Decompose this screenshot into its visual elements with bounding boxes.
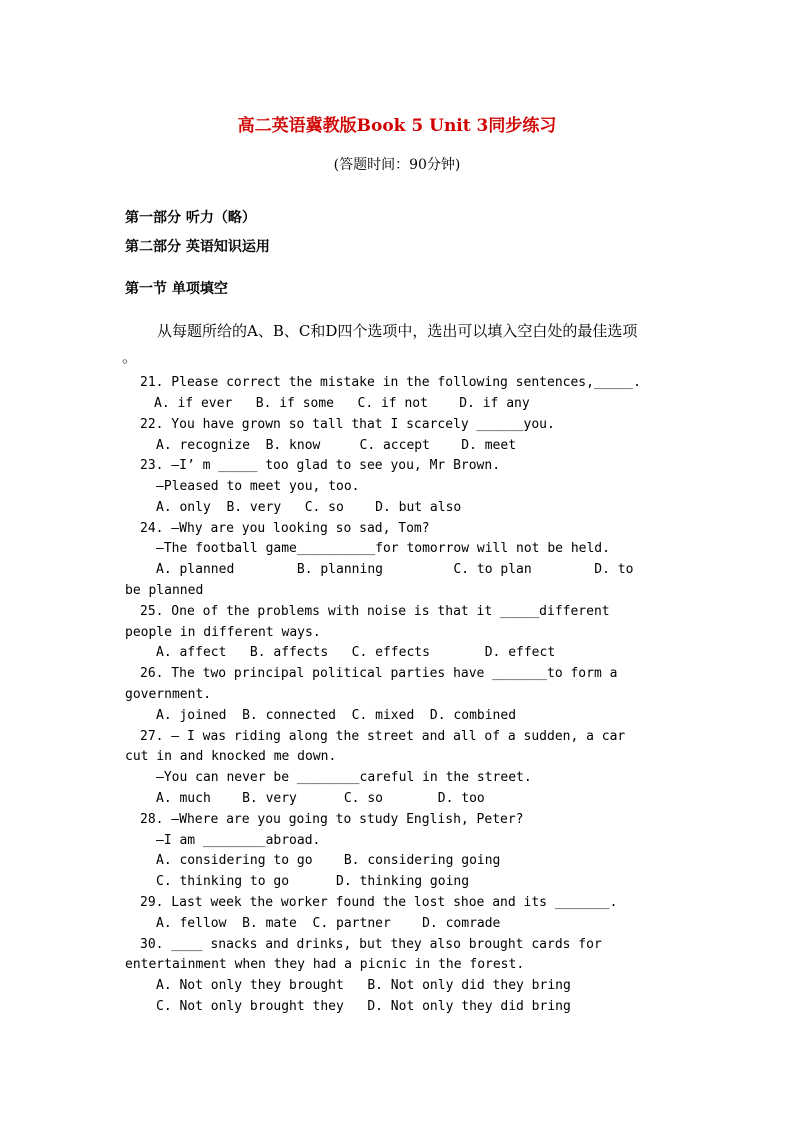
question-continuation: government. [125, 687, 212, 702]
option-continuation: be planned [125, 583, 204, 598]
option-line: A. much B. very C. so D. too [156, 791, 485, 806]
instruction-end: 。 [122, 348, 138, 366]
dialogue-line: —I am ________abroad. [156, 833, 321, 848]
part2-heading: 第二部分 英语知识运用 [125, 239, 270, 255]
dialogue-line: —You can never be ________careful in the street. [156, 770, 532, 785]
question-line: 26. The two principal political parties have _______to form a [140, 666, 618, 681]
question-line: 23. —I’ m _____ too glad to see you, Mr Brown. [140, 458, 501, 473]
dialogue-line: —Pleased to meet you, too. [156, 479, 360, 494]
option-line: C. Not only brought they D. Not only they did bring [156, 999, 571, 1014]
option-line: A. if ever B. if some C. if not D. if any [154, 396, 530, 411]
option-line: A. only B. very C. so D. but also [156, 500, 462, 515]
question-line: 27. — I was riding along the street and all of a sudden, a car [140, 729, 626, 744]
part1-heading: 第一部分 听力（略） [125, 210, 256, 226]
option-line: A. fellow B. mate C. partner D. comrade [156, 916, 501, 931]
option-line: A. planned B. planning C. to plan D. to [156, 562, 634, 577]
option-line: C. thinking to go D. thinking going [156, 874, 470, 889]
page-title: 高二英语冀教版Book 5 Unit 3同步练习 [237, 116, 557, 136]
question-continuation: people in different ways. [125, 625, 321, 640]
question-continuation: cut in and knocked me down. [125, 749, 337, 764]
question-line: 29. Last week the worker found the lost shoe and its _______. [140, 895, 618, 910]
option-line: A. joined B. connected C. mixed D. combined [156, 708, 517, 723]
question-line: 25. One of the problems with noise is that it _____different [140, 604, 610, 619]
page-subtitle: (答题时间：90分钟) [333, 157, 461, 173]
question-line: 22. You have grown so tall that I scarcely ______you. [140, 417, 555, 432]
option-line: A. recognize B. know C. accept D. meet [156, 438, 517, 453]
dialogue-line: —The football game__________for tomorrow will not be held. [156, 541, 610, 556]
section1-heading: 第一节 单项填空 [125, 281, 228, 297]
question-continuation: entertainment when they had a picnic in the forest. [125, 957, 525, 972]
instruction-text: 从每题所给的A、B、C和D四个选项中，选出可以填入空白处的最佳选项 [157, 322, 638, 340]
option-line: A. affect B. affects C. effects D. effect [156, 645, 556, 660]
question-line: 24. —Why are you looking so sad, Tom? [140, 521, 430, 536]
option-line: A. Not only they brought B. Not only did they bring [156, 978, 571, 993]
option-line: A. considering to go B. considering going [156, 853, 501, 868]
question-line: 30. ____ snacks and drinks, but they also brought cards for [140, 937, 602, 952]
question-line: 21. Please correct the mistake in the following sentences,_____. [140, 375, 641, 390]
question-line: 28. —Where are you going to study English, Peter? [140, 812, 524, 827]
